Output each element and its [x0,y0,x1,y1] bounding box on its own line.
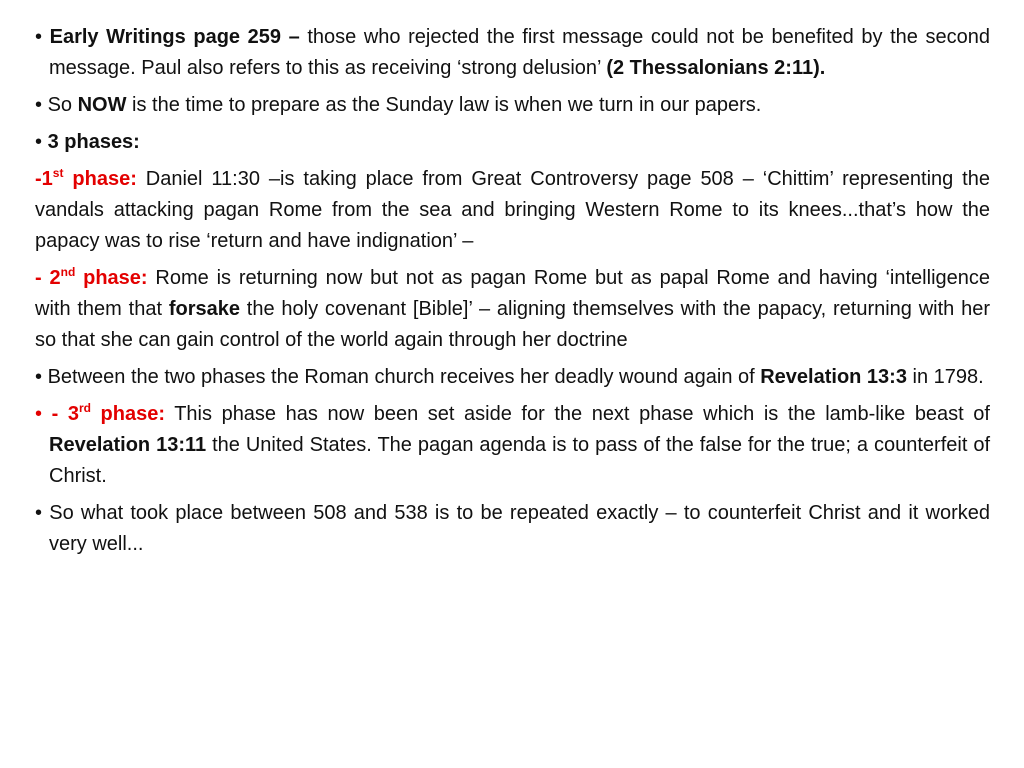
text-run: phase: [63,168,137,190]
paragraph [35,263,990,356]
text-run: phase: [90,403,165,425]
text-run: 3 phases: [47,131,140,153]
bullet-marker: • [35,366,43,388]
text-run: -1 [35,168,53,190]
text-run: in 1798. [906,366,984,388]
text-run: So [47,94,78,116]
bullet-marker: • [35,94,43,116]
bullet-marker: • [35,26,43,48]
paragraph [35,22,990,84]
paragraph [35,90,990,121]
paragraph [35,164,990,257]
text-run: - 2 [35,267,61,289]
text-run: So what took place between 508 and 538 is to be repeated exactly – to counterfeit Christ and it worked very well... [49,502,991,555]
paragraph [35,399,990,492]
text-run: This phase has now been set aside for the next phase which is the lamb-like beast of [165,403,990,425]
paragraph [35,498,990,560]
paragraph [35,127,990,158]
text-run: the United States. The pagan agenda is to pass of the false for the true; a counterfeit of Christ. [49,434,990,487]
text-run: phase: [75,267,148,289]
text-run: the holy covenant [Bible]’ – aligning themselves with the papacy, returning with her so that she can gain control of the world again through her doctrine [35,298,991,351]
text-run: is the time to prepare as the Sunday law is when we turn in our papers. [126,94,762,116]
text-run: forsake [168,298,240,320]
text-run: Revelation 13:11 [49,434,207,456]
slide-body [35,22,990,566]
text-run: NOW [77,94,127,116]
text-run: (2 Thessalonians 2:11). [606,57,826,79]
text-run: Rome is returning now but not as pagan Rome but as papal Rome and having ‘intelligence with them that [35,267,990,320]
text-run: st [52,166,64,180]
text-run: those who rejected the first message could not be benefited by the second message. Paul also refers to this as receiving ‘strong delusion’ [49,26,991,79]
paragraph [35,362,990,393]
bullet-marker: • [35,131,43,153]
bullet-marker: • [35,502,43,524]
bullet-marker: • [35,403,43,425]
text-run: rd [78,401,91,415]
text-run: - 3 [51,403,79,425]
text-run: Early Writings page 259 – [49,26,308,48]
text-run: Between the two phases the Roman church receives her deadly wound again of [47,366,761,388]
text-run: Daniel 11:30 –is taking place from Great Controversy page 508 – ‘Chittim’ representing the vandals attacking pagan Rome from the sea and bringing Western Rome to its knees...that’s how the papacy was to rise ‘return and have indignation’ – [35,168,990,252]
text-run: Revelation 13:3 [760,366,907,388]
text-run: nd [60,265,76,279]
